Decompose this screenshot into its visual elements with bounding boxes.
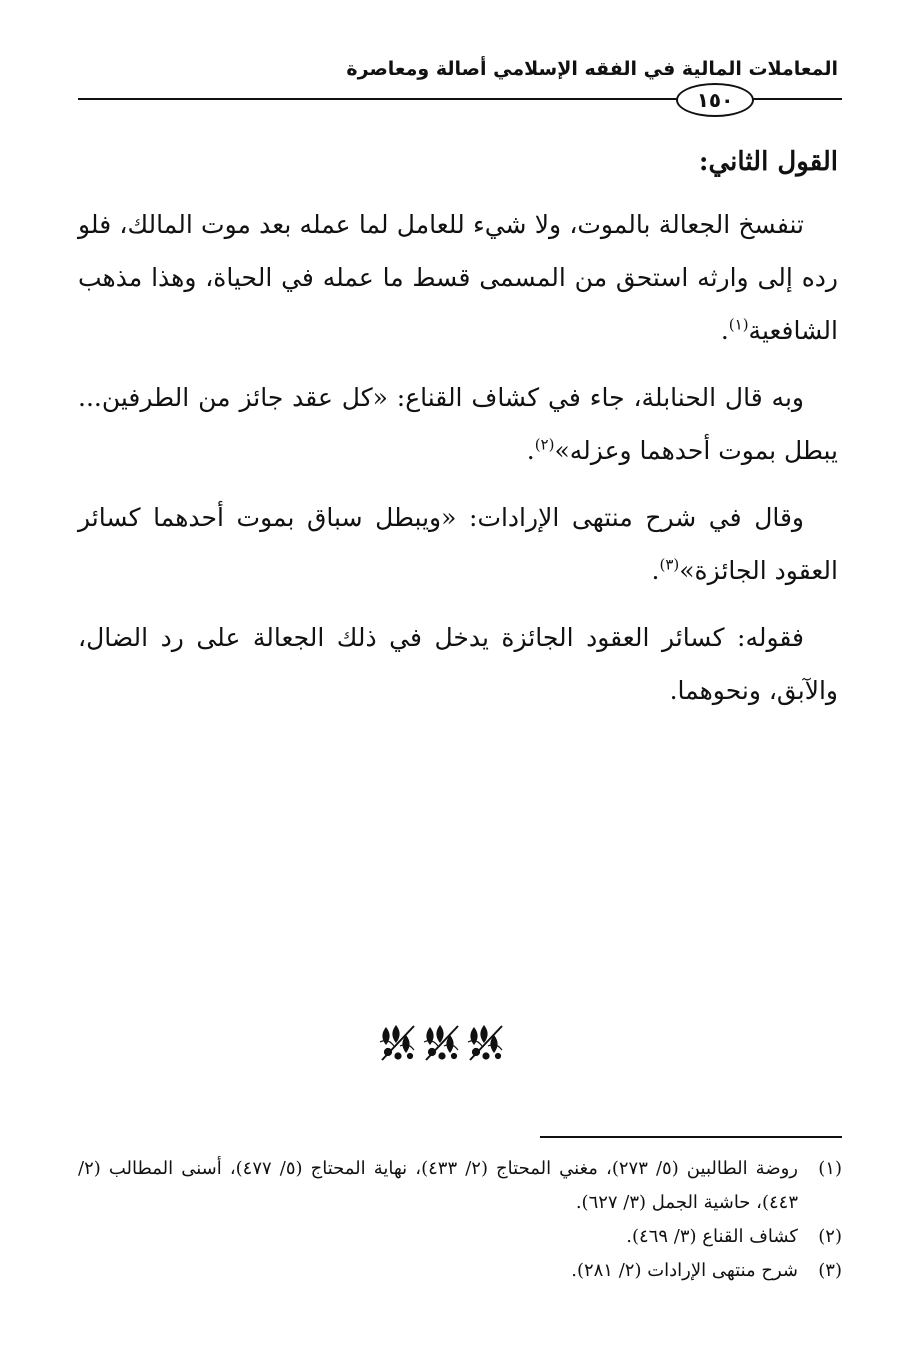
paragraph-text: فقوله: كسائر العقود الجائزة يدخل في ذلك الجعالة على رد الضال، والآبق، ونحوهما. — [78, 623, 838, 705]
paragraph-text: تنفسخ الجعالة بالموت، ولا شيء للعامل لما عمله بعد موت المالك، فلو رده إلى وارثه استحق من المسمى قسط ما عمله في الحياة، وهذا مذهب الشافعية — [78, 210, 838, 345]
footnote-2 — [78, 1220, 842, 1254]
paragraph-3 — [78, 491, 838, 597]
footnote-number: (٣) — [818, 1260, 842, 1281]
footnote-rule — [540, 1136, 842, 1138]
footnote-number: (٢) — [818, 1226, 842, 1247]
main-text — [78, 140, 838, 731]
paragraph-text: وقال في شرح منتهى الإرادات: «ويبطل سباق بموت أحدهما كسائر العقود الجائزة» — [78, 503, 838, 585]
page-number: ١٥٠ — [676, 83, 754, 117]
footnote-3 — [78, 1254, 842, 1288]
footnote-ref-3: (٣) — [659, 555, 680, 574]
paragraph-end: . — [526, 436, 535, 465]
footnote-ref-2: (٢) — [534, 435, 555, 454]
footnote-1 — [78, 1152, 842, 1220]
footnote-number: (١) — [818, 1158, 842, 1179]
paragraph-4 — [78, 611, 838, 717]
footnote-text: روضة الطالبين (٥/ ٢٧٣)، مغني المحتاج (٢/ ٤٣٣)، نهاية المحتاج (٥/ ٤٧٧)، أسنى المطالب (٢/ ٤٤٣)، حاشية الجمل (٣/ ٦٢٧). — [78, 1158, 798, 1213]
footnote-text: كشاف القناع (٣/ ٤٦٩). — [626, 1226, 798, 1247]
footnotes — [78, 1152, 842, 1288]
footnote-text: شرح منتهى الإرادات (٢/ ٢٨١). — [571, 1260, 798, 1281]
paragraph-text: وبه قال الحنابلة، جاء في كشاف القناع: «كل عقد جائز من الطرفين... يبطل بموت أحدهما وعزله» — [78, 383, 838, 465]
footnote-ref-1: (١) — [728, 315, 749, 334]
running-title: المعاملات المالية في الفقه الإسلامي أصالة ومعاصرة — [346, 58, 838, 80]
paragraph-end: . — [651, 556, 660, 585]
paragraph-end: . — [720, 316, 729, 345]
paragraph-1 — [78, 198, 838, 357]
floral-ornament-icon — [376, 1020, 506, 1064]
section-heading: القول الثاني: — [698, 147, 838, 177]
paragraph-2 — [78, 371, 838, 477]
